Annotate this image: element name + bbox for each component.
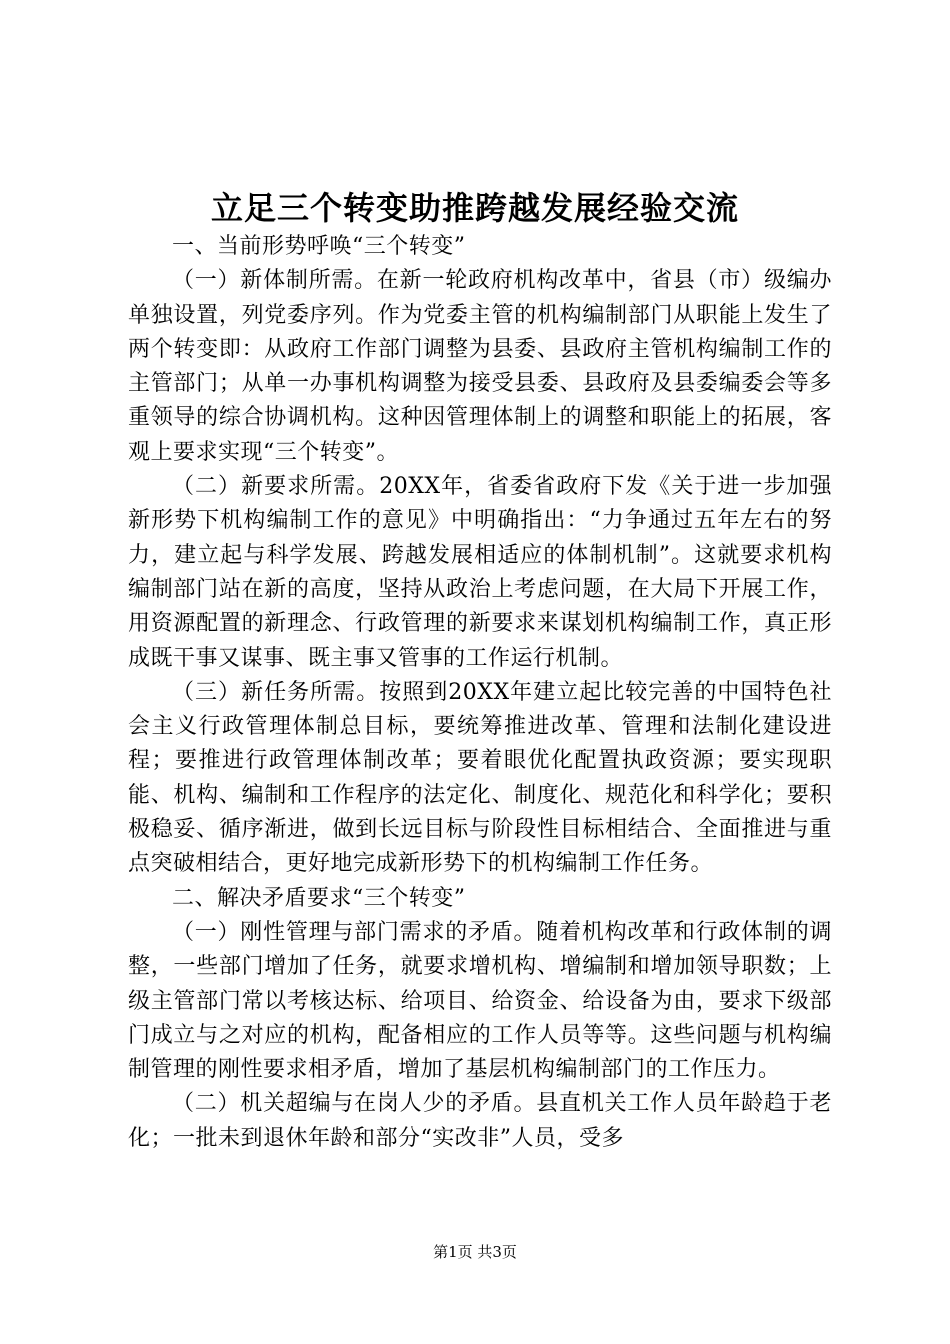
document-title: 立足三个转变助推跨越发展经验交流 — [210, 189, 739, 227]
document-body — [128, 230, 832, 1156]
body-paragraph: （二）新要求所需。20XX年，省委省政府下发《关于进一步加强新形势下机构编制工作的意见》中明确指出：“力争通过五年左右的努力，建立起与科学发展、跨越发展相适应的体制机制”。这就要求机构编制部门站在新的高度，坚持从政治上考虑问题，在大局下开展工作，用资源配置的新理念、行政管理的新要求来谋划机构编制工作，真正形成既干事又谋事、既主事又管事的工作运行机制。 — [128, 474, 832, 671]
section-heading: 二、解决矛盾要求“三个转变” — [172, 885, 466, 911]
body-paragraph: （一）新体制所需。在新一轮政府机构改革中，省县（市）级编办单独设置，列党委序列。作为党委主管的机构编制部门从职能上发生了两个转变即：从政府工作部门调整为县委、县政府主管机构编制工作的主管部门；从单一办事机构调整为接受县委、县政府及县委编委会等多重领导的综合协调机构。这种因管理体制上的调整和职能上的拓展，客观上要求实现“三个转变”。 — [128, 268, 832, 465]
body-paragraph: （二）机关超编与在岗人少的矛盾。县直机关工作人员年龄趋于老化；一批未到退休年龄和部分“实改非”人员，受多 — [128, 1091, 832, 1151]
section-heading: 一、当前形势呼唤“三个转变” — [172, 234, 466, 259]
body-paragraph: （一）刚性管理与部门需求的矛盾。随着机构改革和行政体制的调整，一些部门增加了任务，就要求增机构、增编制和增加领导职数；上级主管部门常以考核达标、给项目、给资金、给设备为由，要求下级部门成立与之对应的机构，配备相应的工作人员等等。这些问题与机构编制管理的刚性要求相矛盾，增加了基层机构编制部门的工作压力。 — [128, 919, 832, 1083]
body-paragraph: （三）新任务所需。按照到20XX年建立起比较完善的中国特色社会主义行政管理体制总目标，要统筹推进改革、管理和法制化建设进程；要推进行政管理体制改革；要着眼优化配置执政资源；要实现职能、机构、编制和工作程序的法定化、制度化、规范化和科学化；要积极稳妥、循序渐进，做到长远目标与阶段性目标相结合、全面推进与重点突破相结合，更好地完成新形势下的机构编制工作任务。 — [128, 679, 832, 877]
page-number-footer: 第1页 共3页 — [433, 1243, 517, 1261]
